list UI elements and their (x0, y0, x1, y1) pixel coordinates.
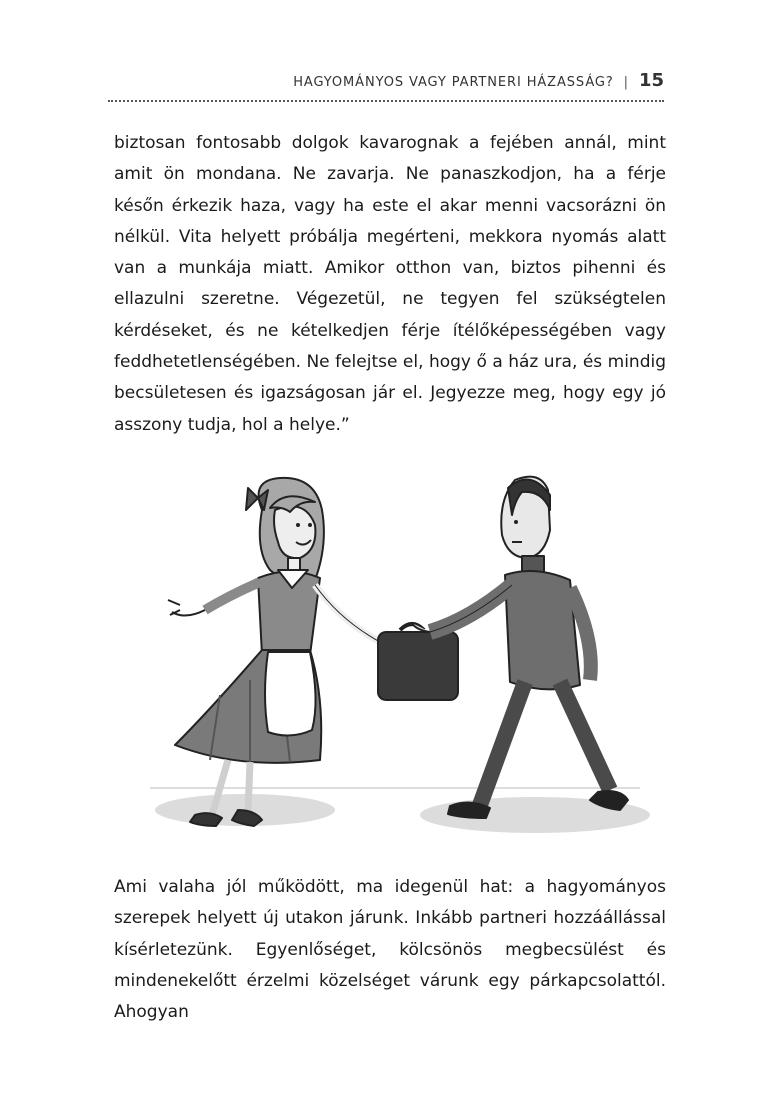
woman-figure (168, 478, 380, 826)
page-number: 15 (638, 70, 664, 91)
header-dotted-rule (108, 100, 664, 102)
header-separator: | (623, 75, 629, 90)
running-header (108, 70, 664, 94)
body-paragraph-bottom: Ami valaha jól működött, ma idegenül hat: a hagyományos szerepek helyett új utakon járunk. Inkább partneri hozzáállással kísérletezünk. Egyenlőséget, kölcsönös megbecsülést és mindenekelőtt érzelmi közelséget várunk egy párkapcsolattól. Ahogyan (114, 877, 666, 1023)
briefcase-icon (378, 624, 458, 700)
running-title: HAGYOMÁNYOS VAGY PARTNERI HÁZASSÁG? (293, 75, 614, 90)
woman-handing-briefcase-to-man-illustration (150, 470, 650, 850)
body-paragraph-top: biztosan fontosabb dolgok kavarognak a fejében annál, mint amit ön mondana. Ne zavarja. Ne panaszkodjon, ha a férje későn érkezik haza, vagy ha este el akar menni vacsorázni ön nélkül. Vita helyett próbálja megérteni, mekkora nyomás alatt van a munkája miatt. Amikor otthon van, biztos pihenni és ellazulni szeretne. Végezetül, ne tegyen fel szükségtelen kérdéseket, és ne kételkedjen férje ítélőképességében vagy feddhetetlenségében. Ne felejtse el, hogy ő a ház ura, és mindig becsületesen és igazságosan jár el. Jegyezze meg, hogy egy jó asszony tudja, hol a helye.” (114, 133, 666, 435)
